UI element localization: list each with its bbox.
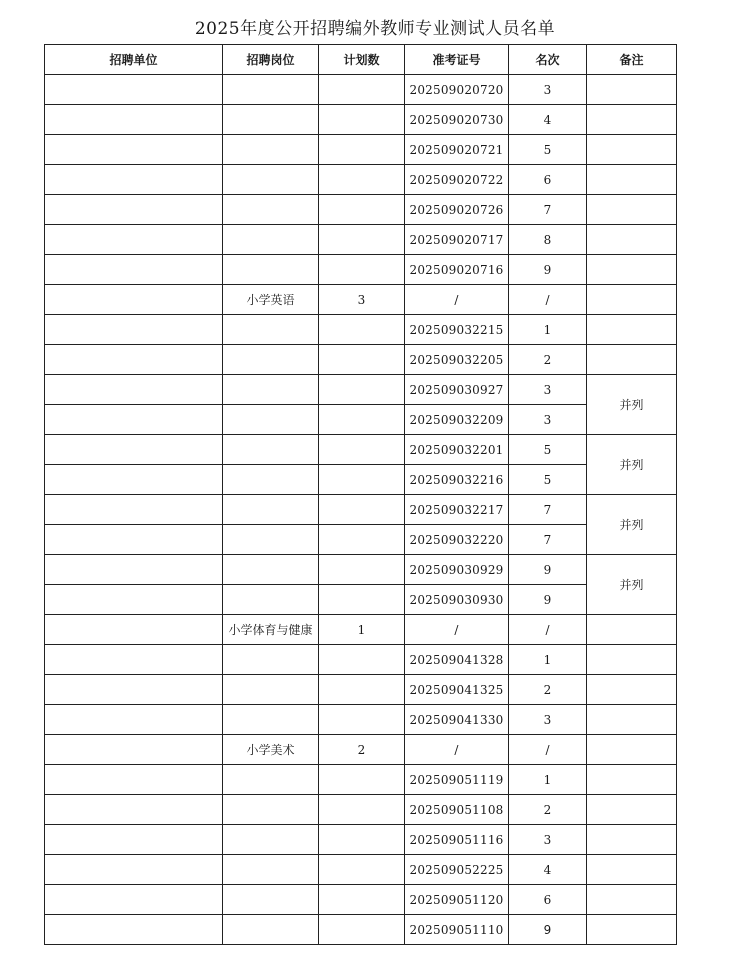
column-header-post: 招聘岗位	[223, 45, 319, 75]
cell-rank: 1	[509, 765, 587, 795]
cell-post	[223, 885, 319, 915]
cell-exam-id: 202509051116	[405, 825, 509, 855]
cell-post	[223, 75, 319, 105]
cell-note	[587, 855, 677, 885]
cell-unit	[45, 825, 223, 855]
cell-unit	[45, 735, 223, 765]
cell-rank: 1	[509, 645, 587, 675]
table-row	[45, 585, 677, 615]
cell-post	[223, 165, 319, 195]
cell-note	[587, 105, 677, 135]
cell-exam-id: 202509032201	[405, 435, 509, 465]
cell-plan	[319, 795, 405, 825]
cell-rank: 6	[509, 165, 587, 195]
cell-exam-id: 202509020730	[405, 105, 509, 135]
cell-unit	[45, 615, 223, 645]
cell-plan	[319, 465, 405, 495]
cell-unit	[45, 225, 223, 255]
cell-note	[587, 345, 677, 375]
cell-plan	[319, 345, 405, 375]
cell-plan	[319, 675, 405, 705]
cell-unit	[45, 855, 223, 885]
cell-note	[587, 135, 677, 165]
cell-post: 小学体育与健康	[223, 615, 319, 645]
cell-unit	[45, 285, 223, 315]
table-body	[45, 75, 677, 945]
cell-plan	[319, 705, 405, 735]
cell-note	[587, 705, 677, 735]
cell-unit	[45, 465, 223, 495]
cell-unit	[45, 555, 223, 585]
cell-post	[223, 225, 319, 255]
cell-exam-id: /	[405, 735, 509, 765]
cell-rank: /	[509, 285, 587, 315]
cell-rank: 2	[509, 795, 587, 825]
table-row	[45, 885, 677, 915]
cell-post	[223, 405, 319, 435]
cell-plan	[319, 225, 405, 255]
cell-exam-id: 202509032209	[405, 405, 509, 435]
cell-exam-id: 202509020720	[405, 75, 509, 105]
cell-plan	[319, 135, 405, 165]
cell-plan	[319, 75, 405, 105]
table-header-row	[45, 45, 677, 75]
cell-unit	[45, 255, 223, 285]
cell-exam-id: 202509032217	[405, 495, 509, 525]
table-row	[45, 495, 677, 525]
cell-post	[223, 495, 319, 525]
cell-note	[587, 645, 677, 675]
table-row	[45, 465, 677, 495]
cell-plan	[319, 645, 405, 675]
cell-unit	[45, 645, 223, 675]
cell-plan: 2	[319, 735, 405, 765]
table-row	[45, 915, 677, 945]
cell-rank: 7	[509, 195, 587, 225]
cell-note	[587, 675, 677, 705]
cell-unit	[45, 675, 223, 705]
cell-rank: 3	[509, 405, 587, 435]
cell-rank: 3	[509, 825, 587, 855]
cell-rank: 8	[509, 225, 587, 255]
cell-unit	[45, 105, 223, 135]
cell-post	[223, 435, 319, 465]
column-header-plan: 计划数	[319, 45, 405, 75]
cell-note	[587, 315, 677, 345]
table-row	[45, 435, 677, 465]
table-row	[45, 705, 677, 735]
table-row	[45, 825, 677, 855]
cell-exam-id: 202509041330	[405, 705, 509, 735]
cell-plan	[319, 915, 405, 945]
table-row	[45, 735, 677, 765]
cell-exam-id: 202509020717	[405, 225, 509, 255]
cell-post	[223, 195, 319, 225]
cell-exam-id: 202509020726	[405, 195, 509, 225]
cell-post	[223, 345, 319, 375]
table-row	[45, 75, 677, 105]
cell-post	[223, 135, 319, 165]
cell-rank: 9	[509, 585, 587, 615]
table-row	[45, 195, 677, 225]
cell-unit	[45, 315, 223, 345]
table-row	[45, 675, 677, 705]
cell-post	[223, 855, 319, 885]
cell-plan	[319, 585, 405, 615]
cell-exam-id: 202509051119	[405, 765, 509, 795]
cell-unit	[45, 765, 223, 795]
table-row	[45, 285, 677, 315]
cell-unit	[45, 195, 223, 225]
cell-post	[223, 375, 319, 405]
cell-post	[223, 465, 319, 495]
cell-post	[223, 525, 319, 555]
cell-post	[223, 105, 319, 135]
cell-plan	[319, 495, 405, 525]
cell-rank: 1	[509, 315, 587, 345]
cell-plan	[319, 765, 405, 795]
table-row	[45, 225, 677, 255]
cell-note: 并列	[587, 375, 677, 435]
cell-exam-id: 202509030929	[405, 555, 509, 585]
table-row	[45, 105, 677, 135]
cell-exam-id: 202509032220	[405, 525, 509, 555]
cell-plan	[319, 105, 405, 135]
cell-exam-id: 202509032215	[405, 315, 509, 345]
cell-exam-id: 202509051110	[405, 915, 509, 945]
column-header-exam-id: 准考证号	[405, 45, 509, 75]
cell-rank: 4	[509, 105, 587, 135]
cell-note	[587, 615, 677, 645]
cell-post	[223, 705, 319, 735]
table-row	[45, 795, 677, 825]
cell-rank: 7	[509, 525, 587, 555]
table-row	[45, 555, 677, 585]
cell-plan	[319, 435, 405, 465]
cell-note	[587, 75, 677, 105]
cell-unit	[45, 585, 223, 615]
cell-note	[587, 165, 677, 195]
cell-plan	[319, 885, 405, 915]
cell-note	[587, 825, 677, 855]
cell-unit	[45, 135, 223, 165]
cell-exam-id: 202509032216	[405, 465, 509, 495]
cell-rank: 6	[509, 885, 587, 915]
cell-rank: 3	[509, 705, 587, 735]
cell-plan	[319, 315, 405, 345]
cell-exam-id: 202509020722	[405, 165, 509, 195]
cell-rank: 5	[509, 135, 587, 165]
cell-exam-id: 202509030930	[405, 585, 509, 615]
cell-rank: /	[509, 615, 587, 645]
cell-rank: 3	[509, 375, 587, 405]
column-header-rank: 名次	[509, 45, 587, 75]
cell-rank: 9	[509, 255, 587, 285]
cell-unit	[45, 915, 223, 945]
cell-post: 小学英语	[223, 285, 319, 315]
table-row	[45, 645, 677, 675]
cell-rank: 7	[509, 495, 587, 525]
cell-unit	[45, 705, 223, 735]
cell-unit	[45, 375, 223, 405]
cell-rank: 5	[509, 435, 587, 465]
cell-note	[587, 195, 677, 225]
cell-rank: 4	[509, 855, 587, 885]
cell-post	[223, 765, 319, 795]
cell-post	[223, 825, 319, 855]
cell-note: 并列	[587, 435, 677, 495]
cell-exam-id: /	[405, 615, 509, 645]
cell-post: 小学美术	[223, 735, 319, 765]
cell-post	[223, 795, 319, 825]
cell-unit	[45, 495, 223, 525]
candidate-table	[44, 44, 677, 945]
cell-exam-id: 202509041328	[405, 645, 509, 675]
cell-plan	[319, 825, 405, 855]
cell-rank: /	[509, 735, 587, 765]
cell-plan	[319, 375, 405, 405]
cell-plan	[319, 525, 405, 555]
cell-note	[587, 885, 677, 915]
cell-unit	[45, 75, 223, 105]
table-row	[45, 765, 677, 795]
cell-note	[587, 765, 677, 795]
cell-exam-id: 202509052225	[405, 855, 509, 885]
cell-note	[587, 225, 677, 255]
cell-unit	[45, 885, 223, 915]
cell-post	[223, 585, 319, 615]
cell-exam-id: 202509020716	[405, 255, 509, 285]
cell-post	[223, 675, 319, 705]
column-header-note: 备注	[587, 45, 677, 75]
cell-unit	[45, 165, 223, 195]
cell-unit	[45, 435, 223, 465]
cell-post	[223, 315, 319, 345]
cell-plan	[319, 255, 405, 285]
cell-plan: 1	[319, 615, 405, 645]
table-row	[45, 315, 677, 345]
cell-rank: 5	[509, 465, 587, 495]
cell-note	[587, 795, 677, 825]
cell-unit	[45, 345, 223, 375]
cell-exam-id: 202509032205	[405, 345, 509, 375]
cell-exam-id: /	[405, 285, 509, 315]
cell-note	[587, 915, 677, 945]
cell-note	[587, 735, 677, 765]
cell-rank: 9	[509, 915, 587, 945]
table-row	[45, 165, 677, 195]
cell-unit	[45, 795, 223, 825]
cell-exam-id: 202509030927	[405, 375, 509, 405]
cell-post	[223, 555, 319, 585]
table-row	[45, 615, 677, 645]
cell-rank: 2	[509, 675, 587, 705]
table-row	[45, 855, 677, 885]
cell-rank: 9	[509, 555, 587, 585]
cell-plan	[319, 855, 405, 885]
cell-note: 并列	[587, 495, 677, 555]
table-row	[45, 135, 677, 165]
table-row	[45, 345, 677, 375]
cell-note	[587, 255, 677, 285]
cell-post	[223, 255, 319, 285]
cell-rank: 3	[509, 75, 587, 105]
cell-post	[223, 645, 319, 675]
table-row	[45, 405, 677, 435]
cell-exam-id: 202509041325	[405, 675, 509, 705]
cell-plan	[319, 555, 405, 585]
cell-rank: 2	[509, 345, 587, 375]
page-title: 2025年度公开招聘编外教师专业测试人员名单	[194, 19, 556, 39]
cell-plan: 3	[319, 285, 405, 315]
cell-unit	[45, 405, 223, 435]
column-header-unit: 招聘单位	[45, 45, 223, 75]
table-row	[45, 255, 677, 285]
cell-exam-id: 202509051120	[405, 885, 509, 915]
cell-plan	[319, 165, 405, 195]
table-row	[45, 525, 677, 555]
cell-plan	[319, 405, 405, 435]
cell-unit	[45, 525, 223, 555]
cell-note	[587, 285, 677, 315]
cell-exam-id: 202509051108	[405, 795, 509, 825]
cell-exam-id: 202509020721	[405, 135, 509, 165]
cell-plan	[319, 195, 405, 225]
cell-post	[223, 915, 319, 945]
table-row	[45, 375, 677, 405]
cell-note: 并列	[587, 555, 677, 615]
